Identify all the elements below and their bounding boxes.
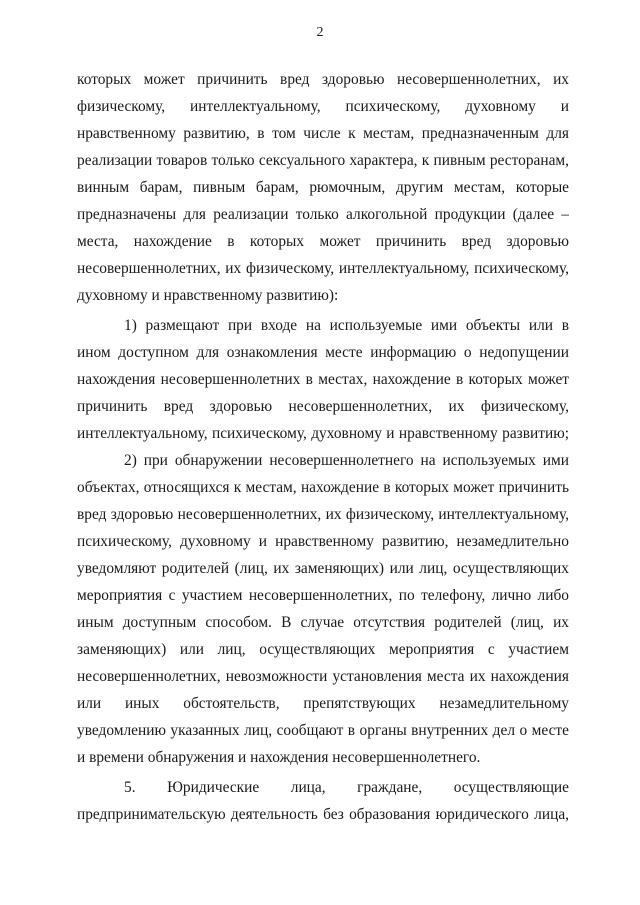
text-line: или иных обстоятельств, препятствующих незамедлительному [77, 695, 569, 712]
text-line: вред здоровью несовершеннолетних, их физическому, интеллектуальному, [77, 506, 569, 523]
text-line: предпринимательскую деятельность без образования юридического лица, [77, 806, 569, 823]
text-line: мероприятия с участием несовершеннолетних, по телефону, лично либо [77, 587, 569, 604]
text-line: несовершеннолетних, невозможности установления места их нахождения [77, 668, 569, 685]
text-line: нахождения несовершеннолетних в местах, нахождение в которых может [77, 371, 569, 388]
text-line: места, нахождение в которых может причинить вред здоровью [77, 233, 569, 250]
text-line: уведомлению указанных лиц, сообщают в органы внутренних дел о месте [77, 722, 569, 739]
text-line: ином доступном для ознакомления месте информацию о недопущении [77, 344, 569, 361]
text-line: которых может причинить вред здоровью несовершеннолетних, их [77, 71, 569, 88]
text-line: предназначены для реализации только алкогольной продукции (далее – [77, 206, 569, 223]
document-body [77, 66, 569, 828]
text-line: несовершеннолетних, их физическому, интеллектуальному, психическому, [77, 260, 569, 277]
text-line: физическому, интеллектуальному, психическому, духовному и [77, 98, 569, 115]
text-line: 2) при обнаружении несовершеннолетнего на используемых ими [124, 452, 569, 469]
text-line: психическому, духовному и нравственному развитию, незамедлительно [77, 533, 569, 550]
text-line: винным барам, пивным барам, рюмочным, другим местам, которые [77, 179, 569, 196]
text-line: интеллектуальному, психическому, духовному и нравственному развитию; [77, 425, 569, 442]
page-number: 2 [316, 25, 324, 40]
text-line: причинить вред здоровью несовершеннолетних, их физическому, [77, 398, 569, 415]
text-line: и времени обнаружения и нахождения несовершеннолетнего. [77, 749, 481, 766]
text-line: иным доступным способом. В случае отсутствия родителей (лиц, их [77, 614, 569, 631]
text-line: духовному и нравственному развитию): [77, 287, 339, 304]
text-line: 5. Юридические лица, граждане, осуществляющие [124, 779, 569, 796]
text-line: объектах, относящихся к местам, нахождение в которых может причинить [77, 479, 569, 496]
text-line: 1) размещают при входе на используемые ими объекты или в [124, 317, 569, 334]
text-line: нравственному развитию, в том числе к местам, предназначенным для [77, 125, 569, 142]
text-line: реализации товаров только сексуального характера, к пивным ресторанам, [77, 152, 569, 169]
text-line: заменяющих) или лиц, осуществляющих мероприятия с участием [77, 641, 569, 658]
text-line: уведомляют родителей (лиц, их заменяющих) или лиц, осуществляющих [77, 560, 569, 577]
